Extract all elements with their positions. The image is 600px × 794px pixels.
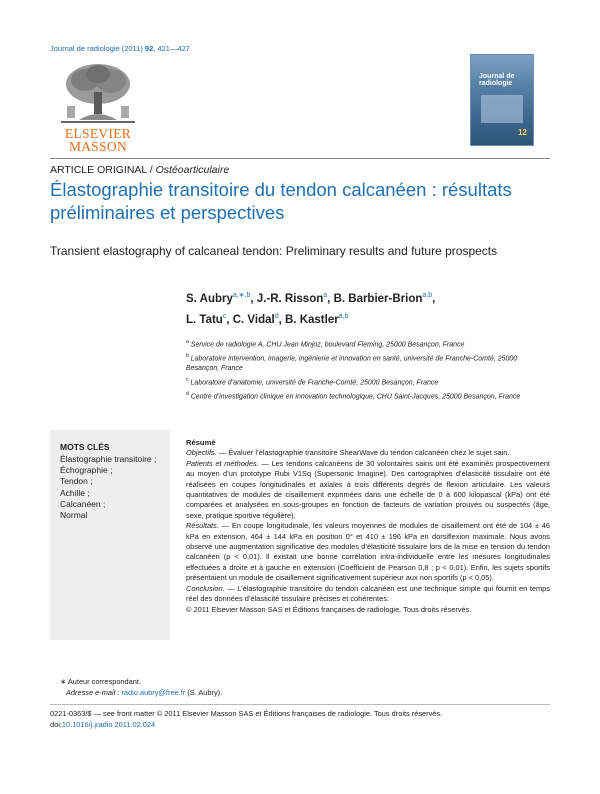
abstract-text: — Les tendons calcanéens de 30 volontaires sains ont été examinés prospectivement au moyen d’un prototype Rubi V1Sq (Supersonic Imagine). Des cartographies d’élasticité tissulaire ont été réalisées en coupes longitudinales et axiales à trois différents degrés de flexion articulaire. Les valeurs quantitatives de modules de cisaillement exprimées dans une échelle de 0 à 600 kilopascal (kPa) ont été comparées et analysées en sous-groupes en fonction de facteurs de variation prouvés ou suspectés (âge, sexe, pratique sportive régulière).: [186, 458, 550, 520]
abstract-text: — Évaluer l’élastographie transitoire ShearWave du tendon calcanéen chez le sujet sain.: [216, 448, 510, 458]
affiliation-marker: a: [186, 339, 189, 345]
cover-issue-number: 12: [518, 128, 527, 137]
corresponding-author-footnote: [60, 676, 540, 698]
front-matter-line: 0221-0363/$ — see front matter © 2011 Elsevier Masson SAS et Éditions françaises de radiologie. Tous droits réservés.: [50, 709, 443, 718]
publisher-line2: MASSON: [68, 138, 128, 154]
doi-link[interactable]: 10.1016/j.jradio.2011.02.024: [61, 720, 156, 729]
article-subtitle: Transient elastography of calcaneal tendon: Preliminary results and future prospects: [50, 244, 498, 258]
doi-line: [50, 719, 550, 730]
abstract-label: Objectifs.: [186, 448, 217, 458]
publisher-name: [52, 128, 144, 153]
keyword-item: Élastographie transitoire ;: [60, 454, 157, 464]
affiliation-item: [186, 389, 526, 403]
author-name: B. Kastler: [285, 313, 339, 326]
affiliation-marker: c: [186, 376, 189, 383]
abstract-heading: Résumé: [186, 438, 216, 447]
publisher-line1: ELSEVIER: [64, 126, 132, 141]
affiliation-item: [186, 351, 526, 375]
affiliations: [186, 337, 526, 402]
email-link[interactable]: radio.aubry@free.fr: [121, 688, 186, 697]
affiliation-marker: d: [186, 390, 189, 397]
article-title: Élastographie transitoire du tendon calcanéen : résultats préliminaires et perspectives: [50, 179, 512, 223]
keywords-title: MOTS CLÉS: [60, 442, 110, 452]
footnote-text: Auteur correspondant.: [66, 677, 141, 686]
section-category: Ostéoarticulaire: [155, 164, 230, 176]
abstract-methods: [186, 459, 550, 521]
section-label: ARTICLE ORIGINAL: [50, 164, 147, 176]
keywords-box: [50, 430, 170, 640]
affiliation-text: Service de radiologie A, CHU Jean Minjoz, boulevard Fleming, 25000 Besançon, France: [188, 341, 465, 349]
tree-emblem-icon: [59, 60, 137, 126]
abstract-label: Conclusion.: [186, 583, 225, 593]
affiliation-text: Laboratoire d’anatomie, université de Franche-Comté, 25000 Besançon, France: [188, 379, 439, 387]
front-matter-footer: [50, 708, 550, 730]
section-separator: /: [146, 164, 156, 176]
affiliation-item: [186, 337, 526, 351]
journal-cover-thumbnail[interactable]: [470, 54, 534, 146]
abstract-label: Patients et méthodes.: [186, 458, 259, 468]
journal-ref-volume: 92: [144, 44, 154, 53]
author-name: B. Barbier-Brion: [333, 292, 423, 305]
author-affiliation-marker[interactable]: a: [323, 292, 328, 299]
affiliation-text: Centre d’investigation clinique en innovation technologique, CHU Saint-Jacques, 25000 Besançon, France: [188, 392, 521, 400]
keyword-item: Échographie ;: [60, 465, 113, 476]
footnote-email-line: [60, 687, 540, 698]
email-label: Adresse e-mail :: [66, 688, 122, 697]
abstract-label: Résultats.: [186, 521, 219, 531]
author-affiliation-marker[interactable]: a,b: [422, 292, 433, 299]
abstract-results: [186, 521, 550, 583]
author-name: L. Tatu: [186, 313, 223, 326]
keyword-item: Achille ;: [60, 487, 90, 498]
footer-divider: [50, 704, 550, 705]
affiliation-text: Laboratoire intervention, imagerie, ingénierie et innovation en santé, université de Franche-Comté, 25000 Besançon, France: [186, 355, 518, 373]
author-name: S. Aubry: [186, 292, 233, 305]
keyword-item: Tendon ;: [60, 476, 93, 487]
author-name: C. Vidal: [232, 313, 275, 326]
footnote-marker: ∗: [60, 677, 67, 686]
affiliation-item: [186, 375, 526, 389]
affiliation-marker: b: [186, 352, 189, 359]
cover-title: Journal de radiologie: [479, 73, 515, 87]
keyword-item: Normal: [60, 510, 88, 521]
abstract-conclusion: [186, 584, 550, 605]
email-suffix: (S. Aubry).: [185, 688, 223, 697]
cover-image-block: [481, 95, 523, 123]
header-divider: [50, 158, 550, 159]
author-affiliation-marker[interactable]: a,b: [338, 312, 349, 320]
keyword-item: Calcanéen ;: [60, 498, 106, 509]
journal-ref-prefix: Journal de radiologie (2011): [50, 44, 145, 53]
abstract-text: — En coupe longitudinale, les valeurs moyennes de modules de cisaillement ont été de 104 ± 46 kPa en extension, 464 ± 144 kPa en position 0° et 410 ± 196 kPa en dorsiflexion maximale. Nous avons observé une augmentation significative des modules d’élasticité tissulaire lors de la mise en tension du tendon calcanéen (p < 0,01). Il existait une bonne corrélation intra-individuelle entre les mesures longitudinales effectuées à droite et à gauche en extension (Coefficient de Pearson 0,8 ; p < 0,01). Enfin, les sujets sportifs présentaient un module de cisaillement significativement supérieur aux non sportifs (p < 0,05).: [186, 521, 550, 583]
author-list: S. Aubry$^{a,∗,b}$, J.-R. Risson$^a$, B. Barbier-Brion$^{a,b}$, L. Tatu$^c$, C. Vidal$^d$, B. Kastler$^{a,b}$: [186, 292, 436, 326]
author-affiliation-marker[interactable]: c: [222, 312, 227, 320]
elsevier-logo: [52, 60, 144, 160]
doi-prefix: doi:: [50, 720, 62, 729]
author-affiliation-marker[interactable]: d: [274, 312, 279, 320]
section-heading: [50, 164, 229, 176]
abstract: [186, 438, 550, 615]
author-name: J.-R. Risson: [256, 292, 324, 305]
abstract-copyright: © 2011 Elsevier Masson SAS et Éditions françaises de radiologie. Tous droits réservés.: [186, 604, 472, 614]
journal-reference[interactable]: [50, 44, 190, 53]
author-affiliation-marker[interactable]: a,∗,b: [232, 292, 251, 299]
abstract-objectives: [186, 448, 550, 458]
footnote-line1: [60, 676, 540, 687]
journal-ref-pages: , 421—427: [153, 44, 190, 53]
abstract-text: — L’élastographie transitoire du tendon calcanéen est une technique simple qui fournit en temps réel des données d’élasticité tissulaire précises et cohérentes.: [186, 583, 550, 604]
